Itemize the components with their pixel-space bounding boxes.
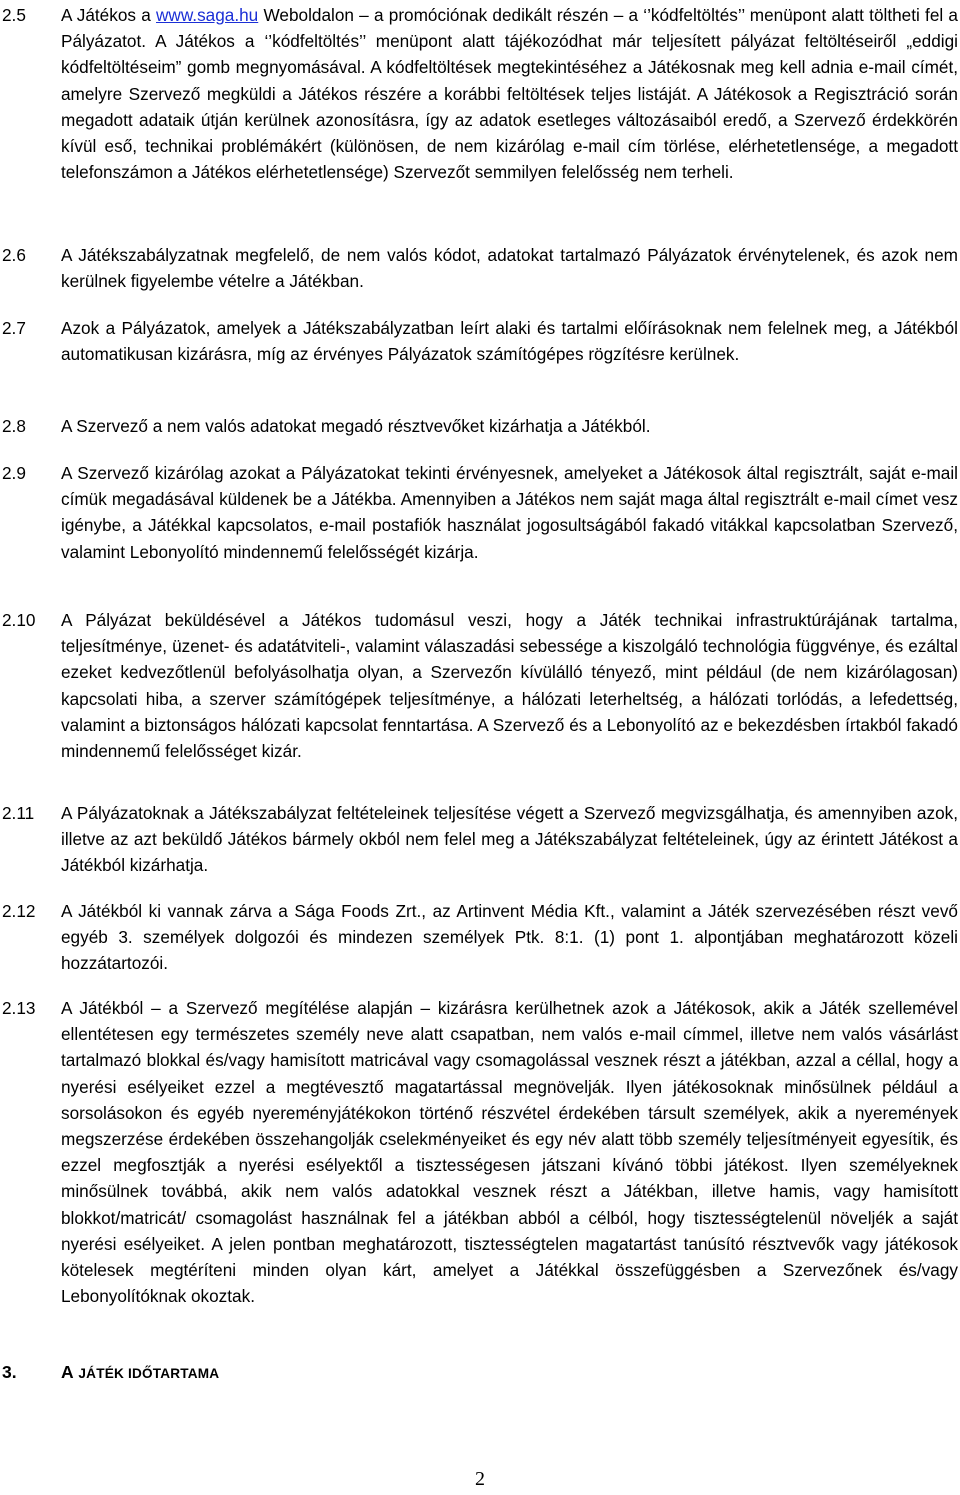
clause-number: 2.11 [2,803,35,823]
clause-2-10 [0,607,958,764]
clause-text: Azok a Pályázatok, amelyek a Játékszabályzatban leírt alaki és tartalmi előírásoknak nem felelnek meg, a Játékból automatikusan kizárásra, míg az érvényes Pályázatok számítógépes rögzítésre kerülnek. [61,318,958,365]
clause-text: A Szervező a nem valós adatokat megadó résztvevőket kizárhatja a Játékból. [61,416,651,436]
clause-2-11 [0,800,958,879]
clause-2-7 [0,315,958,367]
section-title: JÁTÉK IDŐTARTAMA [78,1366,220,1381]
clause-2-5 [0,2,958,185]
clause-number: 2.8 [2,416,26,436]
clause-2-13 [0,995,958,1309]
clause-text: A Játékszabályzatnak megfelelő, de nem valós kódot, adatokat tartalmazó Pályázatok érvénytelenek, és azok nem kerülnek figyelembe vételre a Játékban. [61,245,958,292]
clause-text: A Pályázatoknak a Játékszabályzat feltételeinek teljesítése végett a Szervező megvizsgálhatja, és amennyiben azok, illetve az azt beküldő Játékos bármely okból nem felel meg a Játékszabályzat feltételeinek, úgy az érintett Játékost a Játékból kizárhatja. [61,803,958,876]
clause-text: A Szervező kizárólag azokat a Pályázatokat tekinti érvényesnek, amelyeket a Játékosok által regisztrált, saját e-mail címük megadásával küldenek be a Játékba. Amennyiben a Játékos nem saját maga által regisztrált e-mail címet vesz igénybe, a Játékkal kapcsolatos, e-mail postafiók használat jogosultságából fakadó vitákkal kapcsolatban Szervező, valamint Lebonyolító mindennemű felelősségét kizárja. [61,463,958,562]
clause-2-6 [0,242,958,294]
clause-2-8 [0,413,958,439]
clause-number: 2.6 [2,245,26,265]
clause-text: A Játékos a www.saga.hu Weboldalon – a promóciónak dedikált részén – a ‘’kódfeltöltés’’ menüpont alatt töltheti fel a Pályázatot. A Játékos a ‘’kódfeltöltés’’ menüpont alatt tájékozódhat már teljesített pályázat feltöltéseiről „eddigi kódfeltöltéseim” gomb megnyomásával. A kódfeltöltések megtekintéséhez a Játékosnak meg kell adnia e-mail címét, amelyre Szervező megküldi a Játékos részére a korábbi feltöltések teljes listáját. A Játékosok a Regisztráció során megadott adataik útján kerülnek azonosításra, így az adatok esetleges változásaiból eredő, a Szervező érdekkörén kívül eső, technikai problémákért (különösen, de nem kizárólag e-mail cím törlése, elérhetetlensége, a megadott telefonszámon a Játékos elérhetetlensége) Szervezőt semmilyen felelősség nem terheli. [61,5,958,183]
clause-number: 2.12 [2,901,36,921]
page-number: 2 [475,1468,485,1490]
clause-number: 2.9 [2,463,26,483]
section-title-initial: A [61,1362,74,1382]
clause-2-9 [0,460,958,565]
saga-website-link[interactable]: www.saga.hu [156,5,259,25]
clause-2-12 [0,898,958,977]
clause-number: 2.13 [2,998,36,1018]
section-number: 3. [2,1362,17,1382]
clause-text: A Játékból – a Szervező megítélése alapján – kizárásra kerülhetnek azok a Játékosok, akik a Játék szellemével ellentétesen egy természetes személy neve alatt csapatban, nem valós e-mail címmel, illetve nem valós vásárlást tartalmazó blokkal és/vagy hamisított matricával vagy csomagolással vesznek részt a játékban, azzal a céllal, hogy a nyerési esélyeiket ezzel a megtévesztő magatartással megnövelják. Ilyen játékosoknak minősülnek például a sorsolásokon és egyéb nyereményjátékokon történő részvétel érdekében társult személyek, akik a nyeremények megszerzése érdekében összehangolják cselekményeiket és egy név alatt több személy teljesítményeit egyesítik, és ezzel megfosztják a nyerési esélyektől a tisztességesen játszani kívánó többi játékost. Ilyen személyeknek minősülnek továbbá, akik nem valós adatokkal vesznek részt a Játékban, illetve hamis, vagy hamisított blokkot/matricát/ csomagolást használnak fel a játékban abból a célból, hogy tisztességtelenül növeljék a saját nyerési esélyeiket. A jelen pontban meghatározott, tisztességtelen magatartást tanúsító résztvevők vagy játékosok kötelesek megtéríteni minden olyan kárt, amelyet a Játékkal összefüggésben a Szervezőnek és/vagy Lebonyolítóknak okoztak. [61,998,958,1307]
clause-text: A Játékból ki vannak zárva a Sága Foods Zrt., az Artinvent Média Kft., valamint a Játék szervezésében részt vevő egyéb 3. személyek dolgozói és mindezen személyek Ptk. 8:1. (1) pont 1. alpontjában meghatározott közeli hozzátartozói. [61,901,958,974]
clause-text: A Pályázat beküldésével a Játékos tudomásul veszi, hogy a Játék technikai infrastruktúrájának tartalma, teljesítménye, üzenet- és adatátviteli-, valamint válaszadási sebessége a kiszolgáló technológia függvénye, és ezáltal ezeket kedvezőtlenül befolyásolhatja olyan, a Szervezőn kívülálló tényező, mint például (de nem kizárólagosan) kapcsolati hiba, a szerver számítógépek teljesítménye, a hálózati leterheltség, a hálózati torlódás, a lefedettség, valamint a biztonságos hálózati kapcsolat fenntartása. A Szervező és a Lebonyolító az e bekezdésben írtakból fakadó mindennemű felelősséget kizár. [61,610,958,762]
clause-number: 2.5 [2,5,26,25]
clause-number: 2.7 [2,318,26,338]
clause-number: 2.10 [2,610,36,630]
section-heading [2,1359,219,1387]
